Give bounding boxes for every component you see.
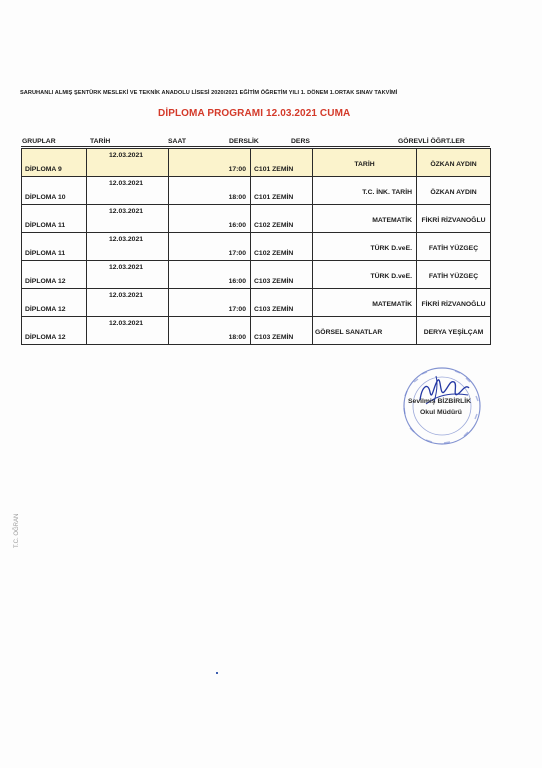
tarih-text: 12.03.2021 — [109, 264, 144, 271]
derslik-cell — [251, 177, 313, 205]
margin-note: T.C. OĞRAN — [14, 513, 20, 548]
tarih-cell — [87, 149, 169, 177]
column-header-tarih: TARİH — [90, 138, 111, 145]
derslik-text: C101 ZEMİN — [254, 166, 294, 173]
tarih-text: 12.03.2021 — [109, 320, 144, 327]
grup-text: DİPLOMA 12 — [25, 334, 66, 341]
saat-cell — [169, 317, 251, 345]
ink-dot — [216, 672, 218, 674]
grup-cell — [22, 261, 87, 289]
tarih-text: 12.03.2021 — [109, 180, 144, 187]
saat-cell — [169, 205, 251, 233]
ders-text: TARİH — [354, 160, 375, 168]
program-title: DİPLOMA PROGRAMI 12.03.2021 CUMA — [158, 108, 351, 119]
column-header-gorevli: GÖREVLİ ÖĞRT.LER — [398, 138, 465, 145]
header-divider — [21, 146, 490, 147]
signatory-name: Sevilmiş BİZBİRLİK — [408, 398, 472, 405]
grup-cell — [22, 205, 87, 233]
grup-text: DİPLOMA 9 — [25, 166, 62, 173]
grup-cell — [22, 177, 87, 205]
saat-text: 17:00 — [228, 306, 246, 313]
tarih-text: 12.03.2021 — [109, 292, 144, 299]
derslik-text: C101 ZEMİN — [254, 194, 294, 201]
derslik-cell — [251, 205, 313, 233]
gorevli-text: FİKRİ RİZVANOĞLU — [421, 216, 486, 224]
table-row — [22, 149, 491, 177]
derslik-text: C103 ZEMİN — [254, 278, 294, 285]
grup-cell — [22, 233, 87, 261]
ders-cell — [313, 205, 417, 233]
gorevli-cell — [417, 205, 491, 233]
gorevli-text: FİKRİ RİZVANOĞLU — [421, 300, 486, 308]
saat-cell — [169, 177, 251, 205]
gorevli-cell — [417, 317, 491, 345]
derslik-text: C102 ZEMİN — [254, 250, 294, 257]
grup-text: DİPLOMA 11 — [25, 250, 66, 257]
derslik-cell — [251, 261, 313, 289]
gorevli-text: ÖZKAN AYDIN — [430, 160, 477, 168]
tarih-text: 12.03.2021 — [109, 236, 144, 243]
grup-cell — [22, 149, 87, 177]
column-header-gruplar: GRUPLAR — [22, 138, 56, 145]
derslik-cell — [251, 149, 313, 177]
table-row — [22, 261, 491, 289]
derslik-cell — [251, 317, 313, 345]
saat-text: 16:00 — [228, 278, 246, 285]
grup-cell — [22, 289, 87, 317]
ders-cell — [313, 149, 417, 177]
saat-cell — [169, 289, 251, 317]
exam-schedule-table — [21, 148, 491, 345]
ders-text: MATEMATİK — [372, 216, 412, 224]
tarih-cell — [87, 233, 169, 261]
derslik-cell — [251, 233, 313, 261]
gorevli-cell — [417, 177, 491, 205]
ders-cell — [313, 261, 417, 289]
gorevli-cell — [417, 233, 491, 261]
grup-text: DİPLOMA 10 — [25, 194, 66, 201]
tarih-cell — [87, 289, 169, 317]
ders-cell — [313, 177, 417, 205]
grup-text: DİPLOMA 12 — [25, 306, 66, 313]
school-header: SARUHANLI ALMIŞ ŞENTÜRK MESLEKİ VE TEKNİK ANADOLU LİSESİ 2020/2021 EĞİTİM ÖĞRETİM YILI 1. DÖNEM 1.ORTAK SINAV TAKVİMİ — [20, 90, 398, 96]
grup-text: DİPLOMA 12 — [25, 278, 66, 285]
table-row — [22, 289, 491, 317]
derslik-cell — [251, 289, 313, 317]
saat-text: 17:00 — [228, 250, 246, 257]
ders-text: TÜRK D.veE. — [370, 272, 412, 280]
saat-cell — [169, 233, 251, 261]
tarih-cell — [87, 205, 169, 233]
tarih-text: 12.03.2021 — [109, 208, 144, 215]
ders-cell — [313, 317, 417, 345]
ders-text: T.C. İNK. TARİH — [362, 188, 412, 196]
table-row — [22, 317, 491, 345]
column-header-saat: SAAT — [168, 138, 186, 145]
column-header-derslik: DERSLİK — [229, 138, 259, 145]
school-stamp — [392, 362, 488, 450]
gorevli-text: DERYA YEŞİLÇAM — [423, 328, 484, 336]
gorevli-text: FATİH YÜZGEÇ — [428, 244, 479, 252]
table-row — [22, 233, 491, 261]
saat-cell — [169, 149, 251, 177]
gorevli-cell — [417, 261, 491, 289]
derslik-text: C103 ZEMİN — [254, 306, 294, 313]
ders-text: GÖRSEL SANATLAR — [315, 328, 383, 336]
saat-text: 17:00 — [228, 166, 246, 173]
derslik-text: C102 ZEMİN — [254, 222, 294, 229]
gorevli-cell — [417, 289, 491, 317]
ders-cell — [313, 233, 417, 261]
ders-text: MATEMATİK — [372, 300, 412, 308]
saat-text: 16:00 — [228, 222, 246, 229]
tarih-cell — [87, 317, 169, 345]
gorevli-cell — [417, 149, 491, 177]
column-header-ders: DERS — [291, 138, 310, 145]
ders-text: TÜRK D.veE. — [370, 244, 412, 252]
saat-text: 18:00 — [228, 334, 246, 341]
gorevli-text: ÖZKAN AYDIN — [430, 188, 477, 196]
gorevli-text: FATİH YÜZGEÇ — [428, 272, 479, 280]
tarih-text: 12.03.2021 — [109, 152, 144, 159]
table-row — [22, 205, 491, 233]
ders-cell — [313, 289, 417, 317]
grup-text: DİPLOMA 11 — [25, 222, 66, 229]
saat-text: 18:00 — [228, 194, 246, 201]
tarih-cell — [87, 261, 169, 289]
signatory-role: Okul Müdürü — [420, 409, 462, 416]
grup-cell — [22, 317, 87, 345]
derslik-text: C103 ZEMİN — [254, 334, 294, 341]
tarih-cell — [87, 177, 169, 205]
saat-cell — [169, 261, 251, 289]
table-row — [22, 177, 491, 205]
